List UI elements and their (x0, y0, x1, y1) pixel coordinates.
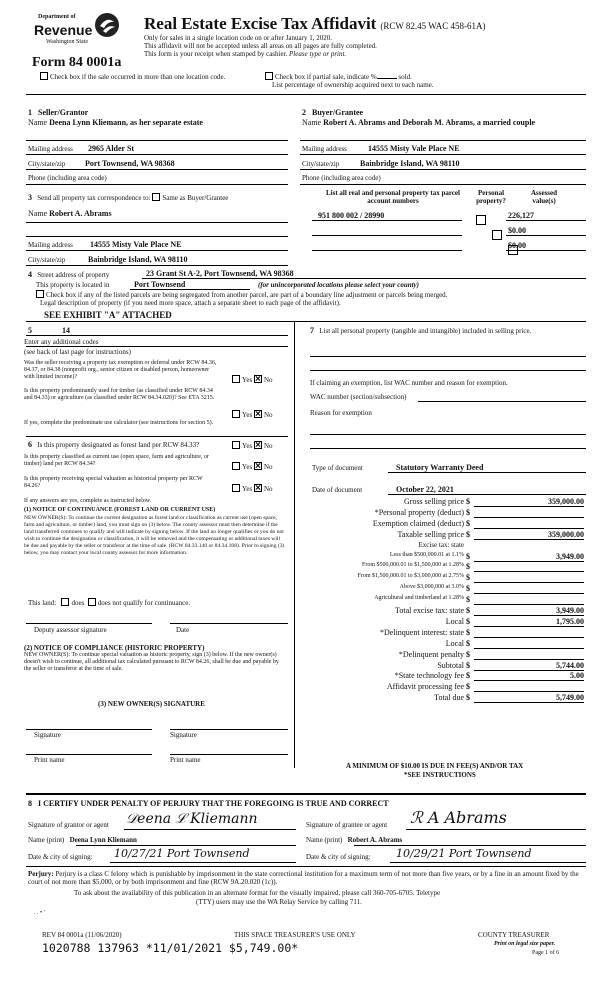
correspondence-mail-label: Mailing address (28, 241, 73, 249)
street-address[interactable]: 23 Grant St A-2, Port Townsend, WA 98368 (146, 269, 294, 278)
tax-row-label: Agricultural and timberland at 1.28% (374, 595, 464, 602)
section-6-q3: Is this property receiving special valuation as historical property per RCW 84.26? (24, 476, 203, 489)
deputy-date-label: Date (176, 626, 190, 634)
tax-row-value[interactable]: 3,949.00 (556, 551, 584, 561)
q2-yes-checkbox[interactable] (232, 410, 240, 418)
owner-print-label-1: Print name (34, 756, 65, 764)
seller-name[interactable]: Deena Lynn Kliemann, as her separate estate (49, 118, 203, 127)
tax-row-underline (474, 528, 584, 529)
street-address-row: 4 Street address of property (28, 270, 110, 279)
current-use-no-checkbox[interactable] (254, 462, 262, 470)
tax-row-underline (474, 691, 584, 692)
partial-sale-row: Check box if partial sale, indicate % sold. (265, 72, 412, 81)
tax-row (318, 671, 584, 681)
tax-row (318, 584, 584, 594)
tax-row-label: Exemption claimed (deduct) (372, 518, 464, 528)
seller-city-label: City/state/zip (28, 160, 66, 168)
tax-row-underline (474, 670, 584, 671)
form-title-ref: (RCW 82.45 WAC 458-61A) (380, 21, 486, 31)
dollar-sign: $ (466, 616, 470, 626)
form-title-block (144, 14, 584, 34)
grantee-print-name[interactable]: Robert A. Abrams (347, 836, 403, 844)
minimum-notice: A MINIMUM OF $10.00 IS DUE IN FEE(S) AND/OR TAX (346, 762, 524, 770)
tax-row-label: Less than $500,000.01 at 1.1% (389, 551, 464, 558)
section-5-q2b: If yes, complete the predominate use calculator (see instructions for section 5). (24, 420, 214, 426)
current-use-yes-checkbox[interactable] (232, 462, 240, 470)
dollar-sign: $ (466, 551, 470, 561)
tax-row-value[interactable]: 5,744.00 (556, 660, 584, 670)
historic-yes-checkbox[interactable] (232, 484, 240, 492)
buyer-mail[interactable]: 14555 Misty Vale Place NE (368, 144, 460, 153)
section-6-q1-row: 6 Is this property designated as forest land per RCW 84.33? (28, 440, 200, 449)
section-5-q1: Was the seller receiving a property tax exemption or deferral under RCW 84.36, 84.37, or 84.38 (nonprofit org., senior citizen or disabled person, homeowner with limited income)? (24, 360, 217, 380)
tax-row (318, 628, 584, 638)
personal-col-header: Personal property? (476, 189, 506, 205)
section-6-q3-answer: Yes No (232, 484, 273, 493)
deputy-signature-label: Deputy assessor signature (34, 626, 107, 634)
additional-codes-note: (see back of last page for instructions) (24, 348, 131, 356)
tax-row (318, 497, 584, 507)
tax-row (318, 541, 584, 551)
correspondence-name[interactable]: Robert A. Abrams (49, 209, 112, 218)
tax-row-underline (474, 593, 584, 594)
dollar-sign: $ (466, 595, 470, 605)
tax-row-underline (474, 506, 584, 507)
tax-row-underline (474, 561, 584, 562)
owner-print-label-2: Print name (170, 756, 201, 764)
grantee-signature-label: Signature of grantee or agent (306, 821, 388, 829)
seller-city[interactable]: Port Townsend, WA 98368 (85, 159, 175, 168)
tax-row (318, 552, 584, 562)
dollar-sign: $ (466, 507, 470, 517)
buyer-city[interactable]: Bainbridge Island, WA 98110 (360, 159, 460, 168)
tax-row (318, 661, 584, 671)
legal-description-label: Legal description of property (if you need more space, attach a separate sheet to each page of the affidavit). (40, 299, 341, 307)
multi-location-checkbox[interactable] (40, 72, 48, 80)
parcel-number-1[interactable]: 951 800 002 / 28990 (318, 211, 385, 220)
dollar-sign: $ (466, 529, 470, 539)
alternate-format-2: (TTY) users may use the WA Relay Service by calling 711. (196, 898, 362, 906)
tax-row-label: From $500,000.01 to $1,500,000 at 1.28% (362, 562, 464, 569)
certify-row: 8 I CERTIFY UNDER PENALTY OF PERJURY THAT THE FOREGOING IS TRUE AND CORRECT (28, 799, 389, 808)
grantor-signature[interactable]: 𝒟eena ℒ Kliemann (126, 811, 258, 827)
buyer-heading: 2 Buyer/Grantee (302, 108, 364, 117)
correspondence-row: 3 Send all property tax correspondence to: Same as Buyer/Grantee (28, 193, 229, 202)
buyer-mail-label: Mailing address (302, 145, 347, 153)
tax-row-underline (474, 659, 584, 660)
county-treasurer: COUNTY TREASURER (478, 931, 550, 939)
dollar-sign: $ (466, 497, 470, 506)
assessed-value-3[interactable]: $0.00 (508, 241, 526, 250)
new-owner-signature-heading: (3) NEW OWNER(S) SIGNATURE (98, 700, 205, 708)
grantor-name-row: Name (print) Deena Lynn Kliemann (28, 836, 137, 844)
assessed-value-2[interactable]: $0.00 (508, 226, 526, 235)
historic-no-checkbox[interactable] (254, 484, 262, 492)
dollar-sign: $ (466, 638, 470, 648)
grantor-print-name[interactable]: Deena Lynn Kliemann (69, 836, 137, 844)
dollar-sign: $ (466, 627, 470, 637)
buyer-city-label: City/state/zip (302, 160, 340, 168)
seller-name-row: Name Deena Lynn Kliemann, as her separate estate (28, 118, 203, 127)
multi-location-row: Check box if the sale occurred in more than one location code. (40, 72, 225, 81)
correspondence-name-row: Name Robert A. Abrams (28, 209, 112, 218)
header-line-2: This affidavit will not be accepted unless all areas on all pages are fully completed. (144, 42, 377, 50)
tax-row (318, 639, 584, 649)
logo-revenue: Revenue (34, 22, 93, 38)
section-5-q2-answer: Yes No (232, 410, 273, 419)
alternate-format-1: To ask about the availability of this publication in an alternate format for the visually impaired, please call 360-705-6705. Teletype (74, 889, 441, 897)
additional-codes-label: Enter any additional codes (24, 338, 99, 346)
form-number: Form 84 0001a (32, 55, 122, 70)
section-6-q1-answer: Yes No (232, 441, 273, 450)
segregated-checkbox[interactable] (36, 290, 44, 298)
buyer-name[interactable]: Robert A. Abrams and Deborah M. Abrams, a married couple (323, 118, 536, 127)
grantee-name-row: Name (print) Robert A. Abrams (306, 836, 403, 844)
grantee-date-label: Date & city of signing: (306, 853, 371, 861)
grantor-date-city[interactable]: 10/27/21 Port Townsend (114, 847, 250, 860)
same-as-buyer-checkbox[interactable] (152, 193, 160, 201)
personal-property-checkbox-1[interactable] (476, 215, 486, 225)
q1-no-checkbox[interactable] (254, 375, 262, 383)
assessed-value-1[interactable]: 226,127 (508, 211, 534, 220)
notice-continuance-heading: (1) NOTICE OF CONTINUANCE (FOREST LAND OR CURRENT USE) (24, 507, 216, 513)
tax-row-label: Affidavit processing fee (386, 682, 464, 692)
seller-heading: 1 Seller/Grantor (28, 108, 89, 117)
q1-yes-checkbox[interactable] (232, 375, 240, 383)
dollar-sign: $ (466, 693, 470, 703)
buyer-name-row: Name Robert A. Abrams and Deborah M. Abrams, a married couple (302, 118, 536, 127)
tax-row (318, 595, 584, 605)
tax-row-value[interactable]: 359,000.00 (548, 497, 584, 506)
tax-row-underline (474, 626, 584, 627)
tax-row-label: *State technology fee (394, 671, 464, 681)
dollar-sign: $ (466, 518, 470, 528)
correspondence-city[interactable]: Bainbridge Island, WA 98110 (88, 255, 188, 264)
section-5-code[interactable]: 14 (62, 326, 70, 335)
form-title: Real Estate Excise Tax Affidavit (144, 14, 377, 33)
partial-pct-input[interactable] (377, 78, 397, 79)
grantee-date-city[interactable]: 10/29/21 Port Townsend (396, 847, 532, 860)
doc-type[interactable]: Statutory Warranty Deed (396, 463, 484, 472)
forest-no-checkbox[interactable] (254, 441, 262, 449)
tax-row-label: Subtotal (437, 660, 464, 670)
tax-row (318, 562, 584, 572)
tax-row (318, 573, 584, 583)
wac-label: WAC number (section/subsection) (310, 393, 407, 401)
forest-yes-checkbox[interactable] (232, 441, 240, 449)
exemption-label: If claiming an exemption, list WAC number and reason for exemption. (310, 379, 508, 387)
section-5-q1-answer: Yes No (232, 375, 273, 384)
tax-row-label: Excise tax: state (418, 540, 464, 549)
see-instructions: *SEE INSTRUCTIONS (404, 771, 476, 779)
tax-row (318, 650, 584, 660)
tax-row-value[interactable]: 359,000.00 (548, 529, 584, 539)
tax-row-label: Gross selling price (404, 497, 464, 506)
section-6-q2-answer: Yes No (232, 462, 273, 471)
tax-row-underline (474, 680, 584, 681)
tax-row-label: *Delinquent interest: state (380, 627, 464, 637)
perjury-notice: Perjury: Perjury is a class C felony which is punishable by imprisonment in the state correctional institution for a maximum term of not more than five years, or by a fine in an amount fixed by the court of not more than $5,000, or by both imprisonment and fine (RCW 9A.20.020 (1c)). (28, 870, 579, 886)
tax-row (318, 530, 584, 540)
legal-description[interactable]: SEE EXHIBIT "A" ATTACHED (44, 310, 172, 320)
tax-row-underline (474, 702, 584, 703)
section-5-q2: Is this property predominantly used for timber (as classified under RCW 84.34 and 84.33) or agriculture (as classified under RCW 84.34.020)? See ETA 3215. (24, 388, 215, 401)
grantee-signature[interactable]: ℛ A Abrams (410, 808, 507, 827)
notice-compliance-body: NEW OWNER(S): To continue special valuation as historic property, sign (3) below. If the new owner(s) doesn't wish to continue, all additional tax calculated pursuant to RCW 84.26, shall be due and payable by the seller or transferor at the time of sale. (24, 652, 279, 672)
tax-row-underline (474, 571, 584, 572)
legal-paper-note: Print on legal size paper. (494, 941, 556, 947)
scribble-mark: . . • ' (34, 910, 45, 916)
seller-phone-label: Phone (including area code) (28, 174, 107, 182)
revenue-logo-icon (94, 12, 120, 38)
tax-row (318, 508, 584, 518)
rev-number: REV 84 0001a (11/06/2020) (42, 931, 122, 939)
tax-row (318, 617, 584, 627)
notice-continuance-body: NEW OWNER(S): To continue the current designation as forest land or classification as current use (open space, farm and agriculture, or timber) land, you must sign on (3) below. The county assessor must then determine if the land transferred continues to qualify and will indicate by signing below. If the land no longer qualifies or you do not wish to continue the designation or classification, it will be removed and the compensating or additional taxes will be due and payable by the seller or transferor at the time of sale. (RCW 84.33.140 or 84.34.108). Prior to signing (3) below, you may contact your local county assessor for more information. (24, 515, 285, 556)
tax-row-underline (474, 539, 584, 540)
doc-date[interactable]: October 22, 2021 (396, 485, 454, 494)
logo-state: Washington State (46, 39, 89, 45)
tax-row-label: Total excise tax: state (395, 606, 464, 615)
tax-row-underline (474, 648, 584, 649)
owner-signature-label-1: Signature (34, 731, 61, 739)
q2-no-checkbox[interactable] (254, 410, 262, 418)
header-line-3: This form is your receipt when stamped by cashier. Please type or print. (144, 50, 347, 58)
section-6-ifyes: If any answers are yes, complete as instructed below. (24, 498, 152, 504)
dollar-sign: $ (466, 671, 470, 681)
tax-row (318, 519, 584, 529)
tax-row-label: *Personal property (deduct) (374, 507, 464, 517)
notice-compliance-heading: (2) NOTICE OF COMPLIANCE (HISTORIC PROPERTY) (24, 644, 205, 652)
continuance-row: This land: does does not qualify for continuance. (28, 599, 191, 607)
tax-row-value[interactable]: 1,795.00 (556, 616, 584, 626)
located-label: This property is located in (36, 281, 110, 289)
treasurer-space: THIS SPACE TREASURER'S USE ONLY (234, 931, 356, 939)
owner-signature-label-2: Signature (170, 731, 197, 739)
section-6-q2: Is this property classified as current use (open space, farm and agriculture, or timber) land per RCW 84.34? (24, 454, 209, 467)
reason-label: Reason for exemption (310, 409, 372, 417)
header-line-1: Only for sales in a single location code on or after January 1, 2020. (144, 34, 332, 42)
tax-row-value[interactable]: 5,749.00 (556, 693, 584, 703)
treasurer-stamp: 1020788 137963 *11/01/2021 $5,749.00* (42, 941, 299, 955)
personal-property-checkbox-2[interactable] (492, 230, 502, 240)
section-5-num: 5 (28, 326, 32, 335)
section-7-row: 7 List all personal property (tangible and intangible) included in selling price. (310, 326, 532, 335)
tax-row-value[interactable]: 5.00 (570, 671, 584, 681)
parcel-col-header: List all real and personal property tax parcel account numbers (326, 189, 460, 205)
partial-sale-checkbox[interactable] (265, 72, 273, 80)
page-number: Page 1 of 6 (532, 950, 560, 956)
assessed-col-header: Assessed value(s) (530, 189, 558, 205)
does-not-qualify-checkbox[interactable] (88, 598, 96, 606)
tax-row (318, 693, 584, 703)
located-in[interactable]: Port Townsend (134, 280, 186, 289)
tax-row-underline (474, 615, 584, 616)
located-note: (for unincorporated locations please select your county) (258, 281, 419, 289)
grantor-signature-label: Signature of grantor or agent (28, 821, 109, 829)
tax-row-underline (474, 582, 584, 583)
tax-row-underline (474, 637, 584, 638)
tax-row-label: Total due (434, 693, 464, 703)
tax-row-label: Above $3,000,000 at 3.0% (399, 584, 464, 591)
seller-mail[interactable]: 2965 Alder St (88, 144, 135, 153)
tax-row-value[interactable]: 3,949.00 (556, 606, 584, 615)
tax-row-label: From $1,500,000.01 to $3,000,000 at 2.75% (357, 573, 464, 580)
doc-date-label: Date of document (312, 486, 363, 494)
correspondence-city-label: City/state/zip (28, 256, 66, 264)
tax-row (318, 606, 584, 616)
dollar-sign: $ (466, 562, 470, 572)
does-qualify-checkbox[interactable] (61, 598, 69, 606)
tax-row (318, 682, 584, 692)
ownership-note: List percentage of ownership acquired next to each name. (272, 81, 434, 89)
dollar-sign: $ (466, 606, 470, 615)
dollar-sign: $ (466, 573, 470, 583)
segregated-row: Check box if any of the listed parcels are being segregated from another parcel, are part of a boundary line adjustment or parcels being merged. (36, 290, 447, 299)
tax-row-label: Local (445, 616, 464, 626)
grantor-date-label: Date & city of signing: (28, 853, 93, 861)
dollar-sign: $ (466, 660, 470, 670)
tax-row-underline (474, 517, 584, 518)
seller-mail-label: Mailing address (28, 145, 73, 153)
logo-department: Department of (38, 14, 76, 20)
tax-row-label: Local (445, 638, 464, 648)
revenue-logo (34, 12, 120, 48)
tax-row-label: Taxable selling price (397, 529, 464, 539)
buyer-phone-label: Phone (including area code) (302, 174, 381, 182)
dollar-sign: $ (466, 682, 470, 692)
dollar-sign: $ (466, 584, 470, 594)
correspondence-mail[interactable]: 14555 Misty Vale Place NE (90, 240, 182, 249)
tax-row-underline (474, 604, 584, 605)
dollar-sign: $ (466, 649, 470, 659)
tax-row-label: *Delinquent penalty (398, 649, 464, 659)
doc-type-label: Type of document (312, 464, 363, 472)
